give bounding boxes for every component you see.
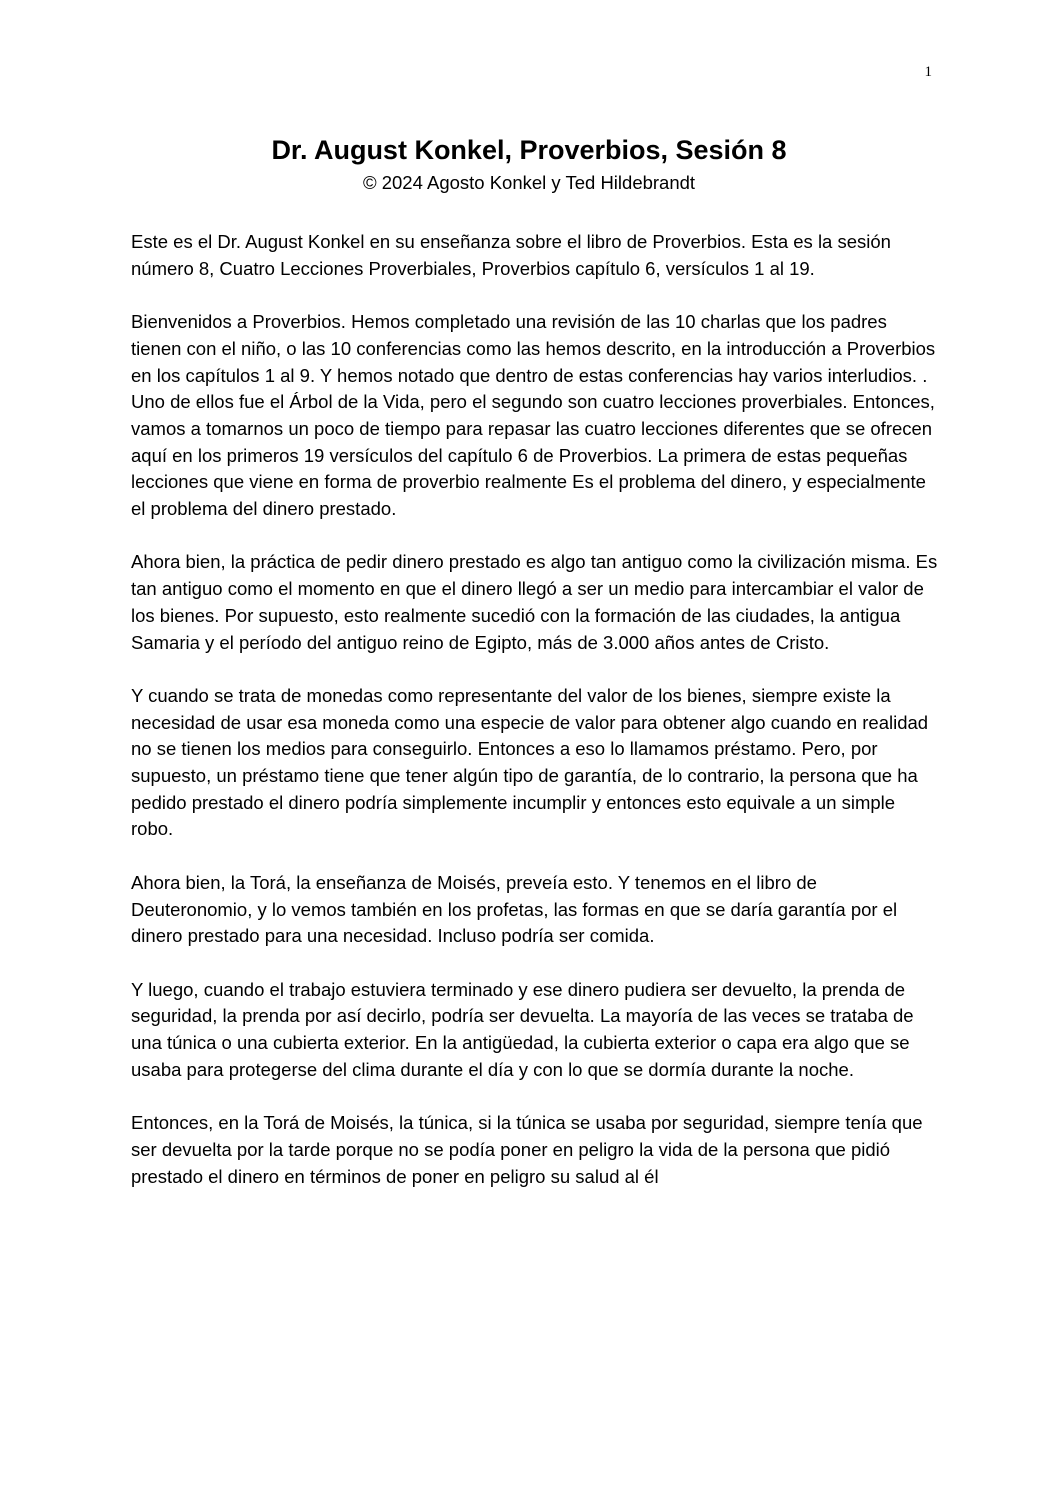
paragraph: Y luego, cuando el trabajo estuviera terminado y ese dinero pudiera ser devuelto, la prenda de seguridad, la prenda por así decirlo, podría ser devuelta. La mayoría de las veces se trataba de una túnica o una cubierta exterior. En la antigüedad, la cubierta exterior o capa era algo que se usaba para protegerse del clima durante el día y con lo que se dormía durante la noche. [131,978,914,1080]
page-number: 1 [924,64,932,80]
paragraph: Ahora bien, la Torá, la enseñanza de Moisés, preveía esto. Y tenemos en el libro de Deuteronomio, y lo vemos también en los profetas, las formas en que se daría garantía por el dinero prestado para una necesidad. Incluso podría ser comida. [131,871,898,947]
document-body [131,229,941,1217]
document-title: Dr. August Konkel, Proverbios, Sesión 8 [271,135,787,165]
paragraph: Y cuando se trata de monedas como representante del valor de los bienes, siempre existe la necesidad de usar esa moneda como una especie de valor para obtener algo cuando en realidad no se tienen los medios para conseguirlo. Entonces a eso lo llamamos préstamo. Pero, por supuesto, un préstamo tiene que tener algún tipo de garantía, de lo contrario, la persona que ha pedido prestado el dinero podría simplemente incumplir y entonces esto equivale a un simple robo. [131,684,929,840]
paragraph: Entonces, en la Torá de Moisés, la túnica, si la túnica se usaba por seguridad, siempre tenía que ser devuelta por la tarde porque no se podía poner en peligro la vida de la persona que pidió prestado el dinero en términos de poner en peligro su salud al él [131,1112,923,1187]
paragraph: Bienvenidos a Proverbios. Hemos completado una revisión de las 10 charlas que los padres tienen con el niño, o las 10 conferencias como las hemos descrito, en la introducción a Proverbios en los capítulos 1 al 9. Y hemos notado que dentro de estas conferencias hay varios interludios. . Uno de ellos fue el Árbol de la Vida, pero el segundo son cuatro lecciones proverbiales. Entonces, vamos a tomarnos un poco de tiempo para repasar las cuatro lecciones diferentes que se ofrecen aquí en los primeros 19 versículos del capítulo 6 de Proverbios. La primera de estas pequeñas lecciones que viene en forma de proverbio realmente Es el problema del dinero, y especialmente el problema del dinero prestado. [131,311,936,520]
paragraph: Este es el Dr. August Konkel en su enseñanza sobre el libro de Proverbios. Esta es la sesión número 8, Cuatro Lecciones Proverbiales, Proverbios capítulo 6, versículos 1 al 19. [131,231,891,279]
paragraph: Ahora bien, la práctica de pedir dinero prestado es algo tan antiguo como la civilización misma. Es tan antiguo como el momento en que el dinero llegó a ser un medio para intercambiar el valor de los bienes. Por supuesto, esto realmente sucedió con la formación de las ciudades, la antigua Samaria y el período del antiguo reino de Egipto, más de 3.000 años antes de Cristo. [131,551,938,653]
document-subtitle: © 2024 Agosto Konkel y Ted Hildebrandt [362,172,696,193]
